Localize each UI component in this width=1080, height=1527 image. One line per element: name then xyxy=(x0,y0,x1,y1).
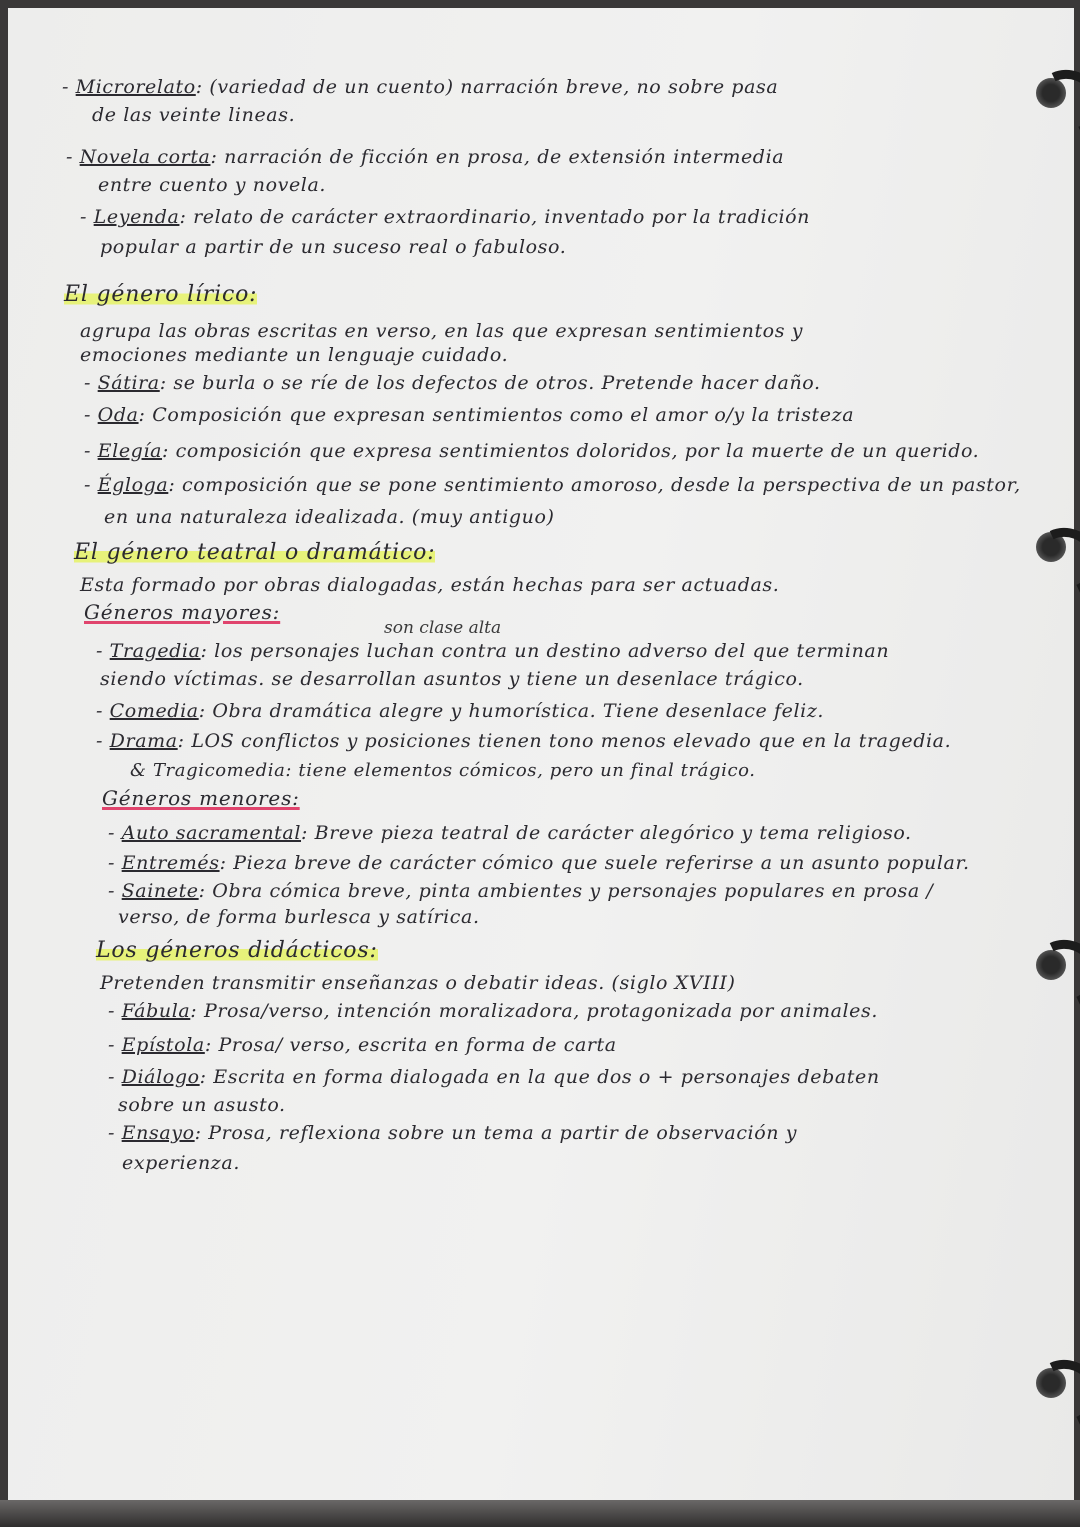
term: Epístola xyxy=(121,1034,205,1056)
list-item: - Ensayo: Prosa, reflexiona sobre un tema a partir de observación y xyxy=(108,1122,798,1144)
list-item: - Fábula: Prosa/verso, intención moralizadora, protagonizada por animales. xyxy=(108,1000,879,1022)
list-item: - Égloga: composición que se pone sentimiento amoroso, desde la perspectiva de un pastor, xyxy=(84,474,1021,496)
list-item: - Comedia: Obra dramática alegre y humorística. Tiene desenlace feliz. xyxy=(96,700,825,722)
list-item: - Oda: Composición que expresan sentimientos como el amor o/y la tristeza xyxy=(84,404,855,426)
list-item-continuation: experienza. xyxy=(122,1152,240,1174)
list-item: - Sainete: Obra cómica breve, pinta ambientes y personajes populares en prosa / xyxy=(108,880,934,902)
term: Entremés xyxy=(121,852,220,874)
list-item-note: & Tragicomedia: tiene elementos cómicos, pero un final trágico. xyxy=(130,760,756,781)
term: Auto sacramental xyxy=(121,822,302,844)
subsection-heading: Géneros mayores: xyxy=(84,600,281,624)
list-item-continuation: verso, de forma burlesca y satírica. xyxy=(118,906,480,928)
subsection-heading: Géneros menores: xyxy=(102,786,300,810)
list-item: - Diálogo: Escrita en forma dialogada en la que dos o + personajes debaten xyxy=(108,1066,880,1088)
list-item: - Leyenda: relato de carácter extraordinario, inventado por la tradición xyxy=(80,206,810,228)
list-item-continuation: popular a partir de un suceso real o fabuloso. xyxy=(100,236,567,258)
desk-shadow xyxy=(0,1500,1080,1527)
section-intro: agrupa las obras escritas en verso, en las que expresan sentimientos y xyxy=(80,320,804,342)
list-item-continuation: en una naturaleza idealizada. (muy antiguo) xyxy=(104,506,555,528)
term: Oda xyxy=(97,404,139,426)
list-item: - Auto sacramental: Breve pieza teatral de carácter alegórico y tema religioso. xyxy=(108,822,912,844)
list-item-continuation: siendo víctimas. se desarrollan asuntos y tiene un desenlace trágico. xyxy=(100,668,804,690)
list-item: - Epístola: Prosa/ verso, escrita en forma de carta xyxy=(108,1034,617,1056)
section-heading: Los géneros didácticos: xyxy=(96,938,378,963)
section-heading: El género teatral o dramático: xyxy=(74,540,436,565)
term: Sainete xyxy=(121,880,199,902)
term: Elegía xyxy=(97,440,163,462)
list-item: - Sátira: se burla o se ríe de los defectos de otros. Pretende hacer daño. xyxy=(84,372,821,394)
section-intro: Pretenden transmitir enseñanzas o debatir ideas. (siglo XVIII) xyxy=(100,972,736,994)
term: Microrelato xyxy=(75,76,196,98)
term: Drama xyxy=(109,730,178,752)
list-item: - Elegía: composición que expresa sentimientos doloridos, por la muerte de un querido. xyxy=(84,440,980,462)
term: Leyenda xyxy=(93,206,180,228)
term: Comedia xyxy=(109,700,199,722)
list-item-continuation: de las veinte lineas. xyxy=(92,104,296,126)
list-item: - Novela corta: narración de ficción en prosa, de extensión intermedia xyxy=(66,146,785,168)
list-item-continuation: sobre un asusto. xyxy=(118,1094,286,1116)
term: Égloga xyxy=(97,474,169,496)
term: Fábula xyxy=(121,1000,191,1022)
section-intro: Esta formado por obras dialogadas, están hechas para ser actuadas. xyxy=(80,574,780,596)
section-heading: El género lírico: xyxy=(64,282,258,307)
term: Sátira xyxy=(97,372,160,394)
list-item-continuation: entre cuento y novela. xyxy=(98,174,327,196)
term: Ensayo xyxy=(121,1122,195,1144)
term: Tragedia xyxy=(109,640,201,662)
list-item: - Drama: LOS conflictos y posiciones tienen tono menos elevado que en la tragedia. xyxy=(96,730,952,752)
term: Diálogo xyxy=(121,1066,200,1088)
annotation: son clase alta xyxy=(384,618,502,638)
list-item: - Microrelato: (variedad de un cuento) narración breve, no sobre pasa xyxy=(62,76,779,98)
section-intro: emociones mediante un lenguaje cuidado. xyxy=(80,344,509,366)
term: Novela corta xyxy=(79,146,211,168)
list-item: - Tragedia: los personajes luchan contra un destino adverso del que terminan xyxy=(96,640,890,662)
list-item: - Entremés: Pieza breve de carácter cómico que suele referirse a un asunto popular. xyxy=(108,852,970,874)
